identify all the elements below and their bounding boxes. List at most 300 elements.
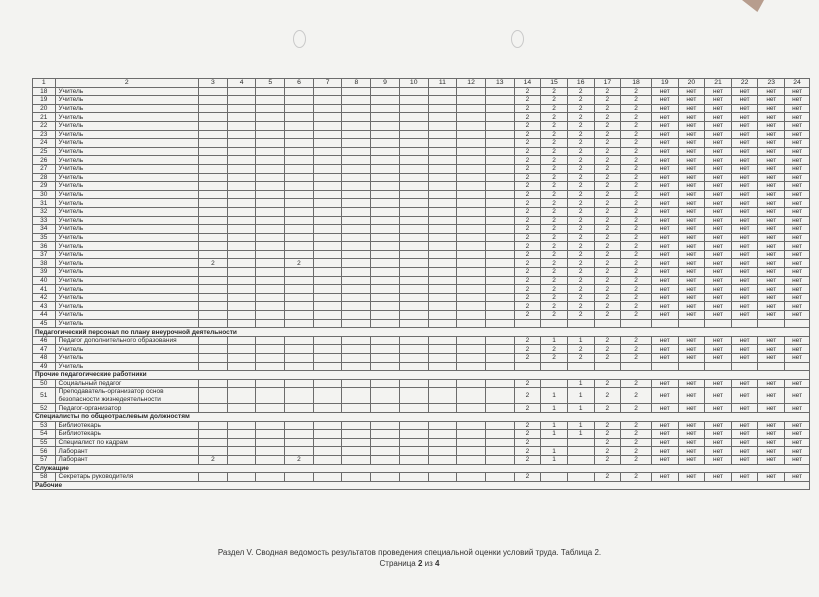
- cell-col-9: [371, 455, 400, 464]
- column-header: 1: [33, 79, 56, 88]
- cell-col-24: нет: [785, 156, 810, 165]
- cell-col-3: [199, 190, 228, 199]
- cell-col-23: нет: [758, 182, 785, 191]
- header-row: [33, 79, 810, 88]
- cell-col-9: [371, 336, 400, 345]
- section-row: [33, 481, 810, 490]
- cell-col-6: [285, 345, 314, 354]
- cell-col-19: нет: [651, 121, 678, 130]
- cell-col-10: [399, 104, 428, 113]
- cell-col-7: [313, 139, 342, 148]
- cell-col-15: 2: [541, 216, 568, 225]
- row-number: 53: [33, 421, 56, 430]
- row-number: 35: [33, 233, 56, 242]
- column-header: 8: [342, 79, 371, 88]
- cell-col-16: 2: [567, 250, 594, 259]
- cell-col-20: нет: [678, 164, 705, 173]
- cell-col-17: 2: [594, 268, 621, 277]
- cell-col-10: [399, 156, 428, 165]
- position-name: Учитель: [55, 104, 199, 113]
- cell-col-16: 2: [567, 293, 594, 302]
- cell-col-6: [285, 242, 314, 251]
- column-header: 6: [285, 79, 314, 88]
- cell-col-8: [342, 379, 371, 388]
- cell-col-3: [199, 242, 228, 251]
- cell-col-21: нет: [705, 285, 732, 294]
- cell-col-8: [342, 233, 371, 242]
- cell-col-4: [227, 404, 256, 413]
- cell-col-18: 2: [621, 388, 652, 404]
- cell-col-16: 2: [567, 311, 594, 320]
- cell-col-7: [313, 104, 342, 113]
- row-number: 41: [33, 285, 56, 294]
- cell-col-20: нет: [678, 354, 705, 363]
- cell-col-9: [371, 164, 400, 173]
- cell-col-7: [313, 388, 342, 404]
- cell-col-21: нет: [705, 225, 732, 234]
- cell-col-13: [485, 319, 514, 328]
- table-row: [33, 173, 810, 182]
- cell-col-3: [199, 276, 228, 285]
- cell-col-22: нет: [731, 121, 758, 130]
- cell-col-17: 2: [594, 190, 621, 199]
- cell-col-23: нет: [758, 139, 785, 148]
- cell-col-10: [399, 473, 428, 482]
- cell-col-18: 2: [621, 268, 652, 277]
- cell-col-21: нет: [705, 139, 732, 148]
- cell-col-8: [342, 173, 371, 182]
- cell-col-24: нет: [785, 242, 810, 251]
- cell-col-16: [567, 447, 594, 456]
- cell-col-5: [256, 276, 285, 285]
- cell-col-9: [371, 147, 400, 156]
- cell-col-17: 2: [594, 250, 621, 259]
- cell-col-6: [285, 113, 314, 122]
- cell-col-12: [457, 379, 486, 388]
- cell-col-9: [371, 302, 400, 311]
- column-header: 11: [428, 79, 457, 88]
- cell-col-20: нет: [678, 207, 705, 216]
- cell-col-19: нет: [651, 147, 678, 156]
- cell-col-17: 2: [594, 87, 621, 96]
- cell-col-4: [227, 473, 256, 482]
- cell-col-5: [256, 225, 285, 234]
- cell-col-3: [199, 164, 228, 173]
- position-name: Учитель: [55, 285, 199, 294]
- cell-col-9: [371, 268, 400, 277]
- cell-col-12: [457, 182, 486, 191]
- cell-col-13: [485, 242, 514, 251]
- cell-col-11: [428, 404, 457, 413]
- cell-col-16: 2: [567, 259, 594, 268]
- cell-col-13: [485, 207, 514, 216]
- row-number: 28: [33, 173, 56, 182]
- table-row: [33, 379, 810, 388]
- cell-col-3: [199, 319, 228, 328]
- cell-col-11: [428, 207, 457, 216]
- cell-col-18: 2: [621, 438, 652, 447]
- cell-col-23: нет: [758, 207, 785, 216]
- cell-col-12: [457, 268, 486, 277]
- cell-col-19: нет: [651, 302, 678, 311]
- cell-col-7: [313, 455, 342, 464]
- cell-col-21: нет: [705, 388, 732, 404]
- table-row: [33, 225, 810, 234]
- table-row: [33, 438, 810, 447]
- cell-col-10: [399, 404, 428, 413]
- cell-col-10: [399, 430, 428, 439]
- cell-col-19: нет: [651, 311, 678, 320]
- table-row: [33, 354, 810, 363]
- cell-col-9: [371, 311, 400, 320]
- cell-col-23: нет: [758, 259, 785, 268]
- cell-col-11: [428, 173, 457, 182]
- position-name: Секретарь руководителя: [55, 473, 199, 482]
- cell-col-19: нет: [651, 276, 678, 285]
- cell-col-20: нет: [678, 199, 705, 208]
- cell-col-8: [342, 421, 371, 430]
- row-number: 25: [33, 147, 56, 156]
- cell-col-4: [227, 121, 256, 130]
- cell-col-15: 2: [541, 164, 568, 173]
- cell-col-9: [371, 430, 400, 439]
- section-title: Служащие: [33, 464, 810, 473]
- cell-col-21: нет: [705, 242, 732, 251]
- cell-col-8: [342, 473, 371, 482]
- cell-col-19: [651, 362, 678, 371]
- cell-col-15: 2: [541, 250, 568, 259]
- cell-col-24: нет: [785, 199, 810, 208]
- cell-col-24: нет: [785, 421, 810, 430]
- cell-col-22: нет: [731, 438, 758, 447]
- cell-col-17: 2: [594, 225, 621, 234]
- cell-col-21: нет: [705, 96, 732, 105]
- cell-col-16: 2: [567, 354, 594, 363]
- cell-col-6: [285, 311, 314, 320]
- cell-col-6: [285, 87, 314, 96]
- cell-col-6: [285, 268, 314, 277]
- cell-col-18: 2: [621, 404, 652, 413]
- cell-col-11: [428, 336, 457, 345]
- cell-col-23: нет: [758, 473, 785, 482]
- row-number: 27: [33, 164, 56, 173]
- position-name: Учитель: [55, 311, 199, 320]
- column-header: 23: [758, 79, 785, 88]
- column-header: 3: [199, 79, 228, 88]
- cell-col-16: 2: [567, 87, 594, 96]
- cell-col-6: [285, 421, 314, 430]
- cell-col-23: нет: [758, 276, 785, 285]
- cell-col-21: нет: [705, 268, 732, 277]
- cell-col-9: [371, 130, 400, 139]
- cell-col-21: нет: [705, 156, 732, 165]
- row-number: 57: [33, 455, 56, 464]
- cell-col-7: [313, 190, 342, 199]
- table-row: [33, 319, 810, 328]
- cell-col-10: [399, 250, 428, 259]
- cell-col-17: 2: [594, 430, 621, 439]
- cell-col-11: [428, 147, 457, 156]
- cell-col-22: нет: [731, 388, 758, 404]
- row-number: 43: [33, 302, 56, 311]
- cell-col-14: 2: [514, 242, 541, 251]
- cell-col-11: [428, 276, 457, 285]
- cell-col-6: [285, 473, 314, 482]
- cell-col-8: [342, 190, 371, 199]
- cell-col-13: [485, 216, 514, 225]
- cell-col-15: 2: [541, 96, 568, 105]
- cell-col-24: нет: [785, 404, 810, 413]
- cell-col-18: 2: [621, 430, 652, 439]
- cell-col-6: [285, 139, 314, 148]
- cell-col-22: нет: [731, 285, 758, 294]
- cell-col-9: [371, 285, 400, 294]
- cell-col-22: нет: [731, 104, 758, 113]
- cell-col-19: нет: [651, 216, 678, 225]
- cell-col-8: [342, 207, 371, 216]
- cell-col-5: [256, 207, 285, 216]
- column-header: 12: [457, 79, 486, 88]
- column-header: 24: [785, 79, 810, 88]
- cell-col-11: [428, 199, 457, 208]
- cell-col-12: [457, 242, 486, 251]
- cell-col-18: 2: [621, 190, 652, 199]
- cell-col-17: 2: [594, 455, 621, 464]
- cell-col-7: [313, 473, 342, 482]
- cell-col-7: [313, 447, 342, 456]
- cell-col-6: [285, 164, 314, 173]
- cell-col-12: [457, 173, 486, 182]
- cell-col-23: [758, 319, 785, 328]
- cell-col-13: [485, 345, 514, 354]
- cell-col-20: нет: [678, 96, 705, 105]
- cell-col-7: [313, 268, 342, 277]
- cell-col-11: [428, 354, 457, 363]
- cell-col-22: нет: [731, 173, 758, 182]
- cell-col-13: [485, 173, 514, 182]
- cell-col-15: 2: [541, 242, 568, 251]
- row-number: 42: [33, 293, 56, 302]
- cell-col-9: [371, 225, 400, 234]
- cell-col-10: [399, 87, 428, 96]
- cell-col-8: [342, 319, 371, 328]
- cell-col-3: [199, 216, 228, 225]
- cell-col-23: нет: [758, 336, 785, 345]
- cell-col-5: [256, 379, 285, 388]
- cell-col-24: нет: [785, 354, 810, 363]
- cell-col-14: 2: [514, 164, 541, 173]
- cell-col-15: 2: [541, 139, 568, 148]
- cell-col-16: [567, 362, 594, 371]
- cell-col-24: нет: [785, 455, 810, 464]
- cell-col-12: [457, 354, 486, 363]
- cell-col-8: [342, 438, 371, 447]
- cell-col-20: нет: [678, 130, 705, 139]
- cell-col-22: нет: [731, 199, 758, 208]
- table-row: [33, 447, 810, 456]
- row-number: 50: [33, 379, 56, 388]
- cell-col-15: 2: [541, 182, 568, 191]
- row-number: 20: [33, 104, 56, 113]
- cell-col-12: [457, 139, 486, 148]
- cell-col-16: 2: [567, 276, 594, 285]
- table-row: [33, 421, 810, 430]
- cell-col-7: [313, 207, 342, 216]
- cell-col-9: [371, 354, 400, 363]
- position-name: Учитель: [55, 319, 199, 328]
- cell-col-3: [199, 130, 228, 139]
- cell-col-14: 2: [514, 259, 541, 268]
- cell-col-19: нет: [651, 473, 678, 482]
- cell-col-4: [227, 182, 256, 191]
- cell-col-4: [227, 147, 256, 156]
- cell-col-12: [457, 130, 486, 139]
- cell-col-22: нет: [731, 473, 758, 482]
- cell-col-4: [227, 173, 256, 182]
- cell-col-4: [227, 190, 256, 199]
- cell-col-17: 2: [594, 379, 621, 388]
- cell-col-3: [199, 473, 228, 482]
- cell-col-18: 2: [621, 259, 652, 268]
- cell-col-7: [313, 362, 342, 371]
- cell-col-9: [371, 156, 400, 165]
- position-name: Учитель: [55, 139, 199, 148]
- cell-col-3: [199, 379, 228, 388]
- cell-col-16: 2: [567, 182, 594, 191]
- cell-col-10: [399, 455, 428, 464]
- cell-col-13: [485, 87, 514, 96]
- cell-col-10: [399, 354, 428, 363]
- cell-col-9: [371, 121, 400, 130]
- cell-col-3: [199, 121, 228, 130]
- cell-col-10: [399, 268, 428, 277]
- column-header: 15: [541, 79, 568, 88]
- cell-col-14: 2: [514, 104, 541, 113]
- cell-col-7: [313, 311, 342, 320]
- cell-col-10: [399, 139, 428, 148]
- cell-col-8: [342, 430, 371, 439]
- cell-col-12: [457, 285, 486, 294]
- table-row: [33, 473, 810, 482]
- table-row: [33, 268, 810, 277]
- cell-col-21: нет: [705, 473, 732, 482]
- cell-col-4: [227, 285, 256, 294]
- cell-col-11: [428, 345, 457, 354]
- position-name: Педагог-организатор: [55, 404, 199, 413]
- cell-col-12: [457, 455, 486, 464]
- cell-col-10: [399, 233, 428, 242]
- cell-col-13: [485, 233, 514, 242]
- cell-col-18: 2: [621, 447, 652, 456]
- cell-col-14: 2: [514, 354, 541, 363]
- cell-col-15: 1: [541, 421, 568, 430]
- cell-col-7: [313, 259, 342, 268]
- cell-col-14: 2: [514, 87, 541, 96]
- cell-col-11: [428, 242, 457, 251]
- cell-col-18: 2: [621, 182, 652, 191]
- cell-col-4: [227, 250, 256, 259]
- cell-col-16: 2: [567, 96, 594, 105]
- cell-col-8: [342, 164, 371, 173]
- cell-col-22: нет: [731, 311, 758, 320]
- cell-col-19: нет: [651, 293, 678, 302]
- table-row: [33, 216, 810, 225]
- cell-col-6: [285, 121, 314, 130]
- cell-col-22: нет: [731, 404, 758, 413]
- cell-col-11: [428, 87, 457, 96]
- cell-col-8: [342, 87, 371, 96]
- cell-col-12: [457, 199, 486, 208]
- cell-col-10: [399, 130, 428, 139]
- cell-col-14: 2: [514, 147, 541, 156]
- cell-col-16: [567, 319, 594, 328]
- table-row: [33, 276, 810, 285]
- position-name: Учитель: [55, 164, 199, 173]
- cell-col-11: [428, 259, 457, 268]
- cell-col-22: нет: [731, 430, 758, 439]
- cell-col-6: [285, 96, 314, 105]
- cell-col-16: 1: [567, 421, 594, 430]
- cell-col-18: 2: [621, 354, 652, 363]
- cell-col-7: [313, 250, 342, 259]
- cell-col-24: нет: [785, 302, 810, 311]
- cell-col-13: [485, 139, 514, 148]
- cell-col-20: нет: [678, 113, 705, 122]
- cell-col-20: нет: [678, 250, 705, 259]
- cell-col-12: [457, 336, 486, 345]
- cell-col-22: нет: [731, 182, 758, 191]
- cell-col-21: нет: [705, 302, 732, 311]
- cell-col-24: нет: [785, 345, 810, 354]
- cell-col-21: нет: [705, 164, 732, 173]
- row-number: 56: [33, 447, 56, 456]
- cell-col-18: 2: [621, 225, 652, 234]
- cell-col-21: нет: [705, 147, 732, 156]
- cell-col-19: нет: [651, 164, 678, 173]
- cell-col-24: нет: [785, 216, 810, 225]
- cell-col-5: [256, 104, 285, 113]
- cell-col-6: [285, 354, 314, 363]
- cell-col-14: 2: [514, 473, 541, 482]
- cell-col-5: [256, 421, 285, 430]
- cell-col-16: 2: [567, 130, 594, 139]
- section-row: [33, 371, 810, 380]
- cell-col-12: [457, 388, 486, 404]
- cell-col-14: 2: [514, 336, 541, 345]
- cell-col-10: [399, 216, 428, 225]
- cell-col-9: [371, 242, 400, 251]
- cell-col-21: нет: [705, 216, 732, 225]
- cell-col-22: нет: [731, 190, 758, 199]
- cell-col-7: [313, 336, 342, 345]
- position-name: Учитель: [55, 242, 199, 251]
- cell-col-17: 2: [594, 130, 621, 139]
- cell-col-15: [541, 379, 568, 388]
- cell-col-6: [285, 302, 314, 311]
- cell-col-19: нет: [651, 430, 678, 439]
- cell-col-22: нет: [731, 216, 758, 225]
- cell-col-4: [227, 345, 256, 354]
- cell-col-17: 2: [594, 447, 621, 456]
- cell-col-6: [285, 233, 314, 242]
- cell-col-13: [485, 311, 514, 320]
- cell-col-7: [313, 199, 342, 208]
- cell-col-8: [342, 311, 371, 320]
- cell-col-10: [399, 447, 428, 456]
- column-header: 14: [514, 79, 541, 88]
- cell-col-14: 2: [514, 276, 541, 285]
- position-name: Учитель: [55, 130, 199, 139]
